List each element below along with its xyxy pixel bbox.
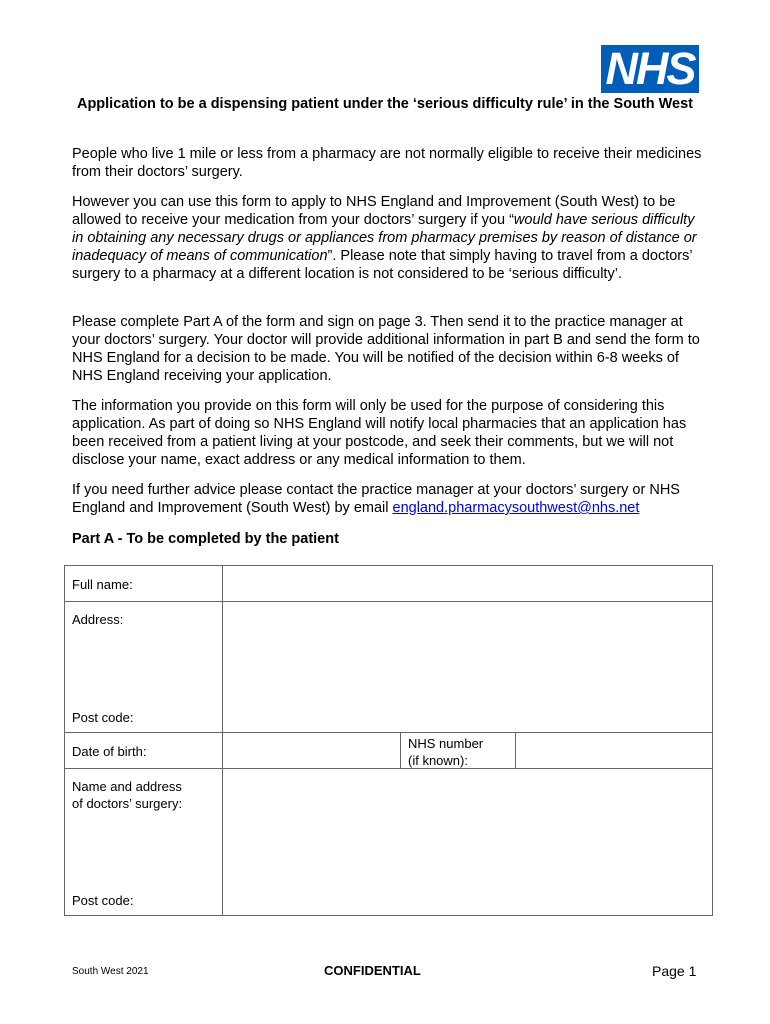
instructions-paragraph: Please complete Part A of the form and sign on page 3. Then send it to the practice manager at your doctors’ surgery. Your doctor will provide additional information in part B and send the form to NHS England for a decision to be made. You will be notified of the decision within 6-8 weeks of NHS England receiving your application. [72, 314, 700, 384]
nhs-logo: NHS [601, 45, 699, 93]
full-name-field[interactable] [223, 566, 712, 601]
date-of-birth-field[interactable] [223, 733, 400, 768]
footer-confidential: CONFIDENTIAL [324, 963, 421, 978]
page-title: Application to be a dispensing patient under the ‘serious difficulty rule’ in the South West [76, 96, 694, 112]
address-field[interactable] [223, 602, 712, 732]
eligibility-text-end: ”. Please note that simply having to travel from a doctors’ surgery to a pharmacy at a different location is not considered to be ‘serious difficulty’. [72, 248, 693, 282]
contact-email-link[interactable]: england.pharmacysouthwest@nhs.net [392, 500, 640, 516]
surgery-label-line1: Name and address [72, 779, 182, 794]
contact-text: If you need further advice please contact the practice manager at your doctors’ surgery or NHS England and Improvement (South West) by email [72, 482, 680, 516]
nhs-number-label-line2: (if known): [408, 753, 468, 768]
full-name-label: Full name: [72, 577, 133, 592]
surgery-postcode-label: Post code: [72, 893, 134, 908]
part-a-heading: Part A - To be completed by the patient [72, 531, 339, 547]
address-postcode-label: Post code: [72, 710, 134, 725]
contact-paragraph [72, 481, 702, 517]
intro-paragraph: People who live 1 mile or less from a pharmacy are not normally eligible to receive their medicines from their doctors’ surgery. [72, 146, 702, 180]
patient-form-table [64, 565, 713, 916]
privacy-paragraph: The information you provide on this form will only be used for the purpose of considering this application. As part of doing so NHS England will notify local pharmacies that an application has been received from a patient living at your postcode, and seek their comments, but we will not disclose your name, exact address or any medical information to them. [72, 398, 687, 468]
nhs-number-label [408, 735, 483, 769]
column-divider [400, 732, 401, 768]
nhs-number-label-line1: NHS number [408, 736, 484, 751]
footer-date: South West 2021 [72, 966, 149, 977]
footer-page-number: Page 1 [652, 963, 697, 979]
surgery-label [72, 778, 182, 812]
surgery-label-line2: of doctors’ surgery: [72, 796, 183, 811]
surgery-address-field[interactable] [223, 769, 712, 915]
address-label: Address: [72, 612, 124, 627]
eligibility-paragraph [72, 193, 702, 283]
serious-difficulty-quote: would have serious difficulty in obtaining any necessary drugs or appliances from pharmacy premises by reason of distance or inadequacy of means of communication [72, 212, 697, 264]
date-of-birth-label: Date of birth: [72, 744, 147, 759]
nhs-number-field[interactable] [516, 733, 712, 768]
eligibility-text-start: However you can use this form to apply to NHS England and Improvement (South West) to be allowed to receive your medication from your doctors’ surgery if you “ [72, 194, 676, 228]
